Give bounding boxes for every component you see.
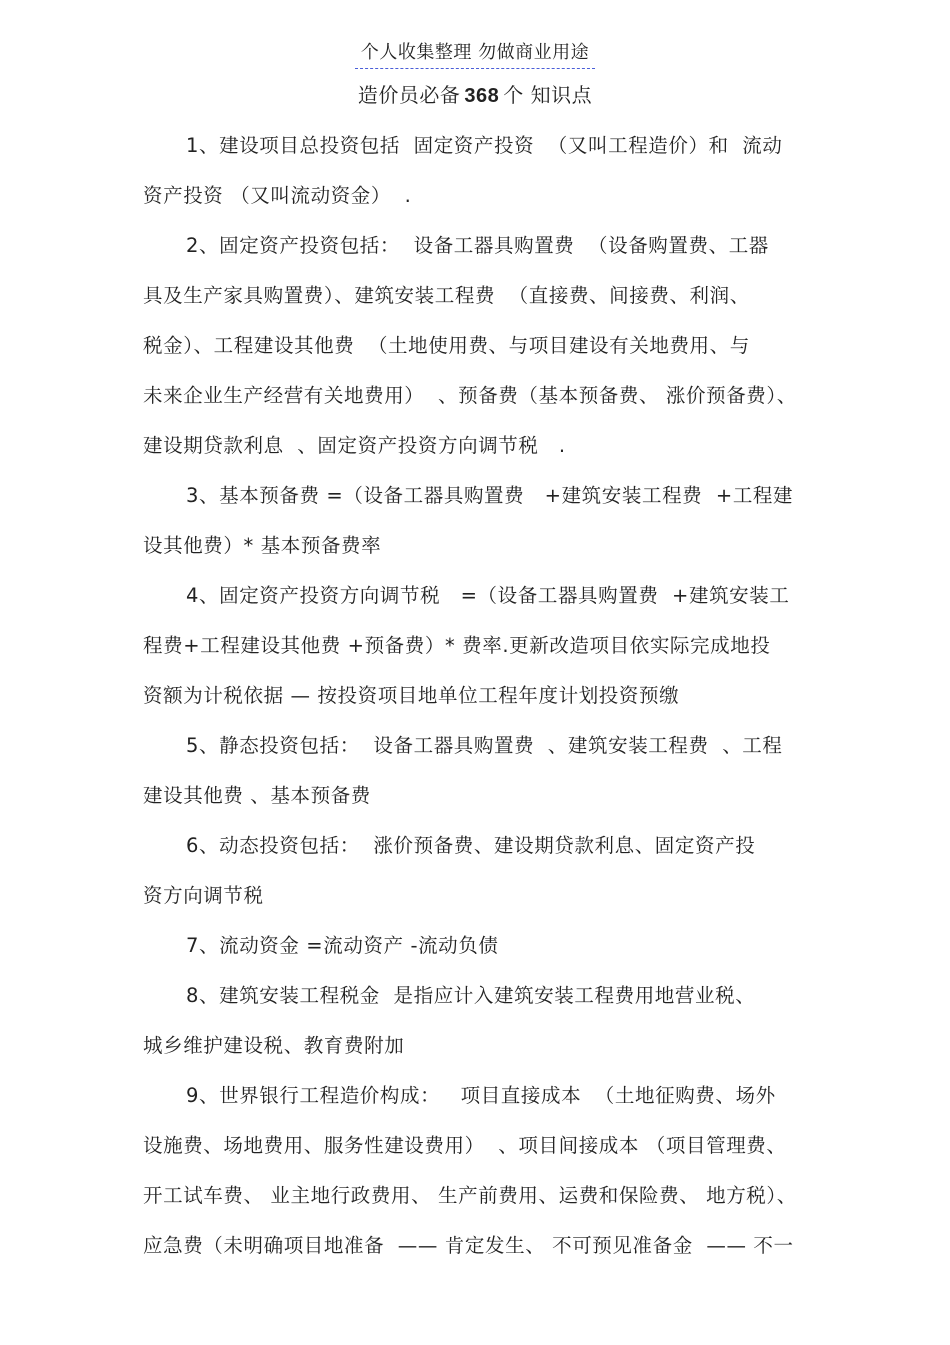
paragraph-line: 4、固定资产投资方向调节税 =（设备工器具购置费 +建筑安装工 xyxy=(186,584,790,607)
paragraph-line: 建设期贷款利息 、固定资产投资方向调节税 . xyxy=(143,434,566,457)
paragraph-line: 设其他费）* 基本预备费率 xyxy=(143,534,382,557)
watermark-text: 个人收集整理 勿做商业用途 xyxy=(355,40,595,69)
paragraph-line: 7、流动资金 =流动资产 -流动负债 xyxy=(186,934,499,957)
paragraph-line: 建设其他费 、基本预备费 xyxy=(143,784,371,807)
paragraph-line: 未来企业生产经营有关地费用） 、预备费（基本预备费、 涨价预备费）、 xyxy=(143,384,797,407)
paragraph-line: 设施费、场地费用、服务性建设费用） 、项目间接成本 （项目管理费、 xyxy=(143,1134,787,1157)
paragraph-line: 资额为计税依据 — 按投资项目地单位工程年度计划投资预缴 xyxy=(143,684,680,707)
title-number: 368 xyxy=(464,85,500,107)
paragraph-line: 2、固定资产投资包括： 设备工器具购置费 （设备购置费、工器 xyxy=(186,234,769,257)
paragraph-line: 8、建筑安装工程税金 是指应计入建筑安装工程费用地营业税、 xyxy=(186,984,756,1007)
paragraph-line: 9、世界银行工程造价构成： 项目直接成本 （土地征购费、场外 xyxy=(186,1084,776,1107)
paragraph-line: 具及生产家具购置费）、建筑安装工程费 （直接费、间接费、利润、 xyxy=(143,284,750,307)
title-suffix: 个 知识点 xyxy=(503,83,593,107)
paragraph-line: 6、动态投资包括： 涨价预备费、建设期贷款利息、固定资产投 xyxy=(186,834,756,857)
paragraph-line: 1、建设项目总投资包括 固定资产投资 （又叫工程造价）和 流动 xyxy=(186,134,783,157)
watermark-header xyxy=(0,40,950,69)
paragraph-line: 税金）、工程建设其他费 （土地使用费、与项目建设有关地费用、与 xyxy=(143,334,750,357)
paragraph-line: 资方向调节税 xyxy=(143,884,264,907)
paragraph-line: 程费+工程建设其他费 +预备费）* 费率.更新改造项目依实际完成地投 xyxy=(143,634,771,657)
document-title xyxy=(0,81,950,110)
paragraph-line: 应急费（未明确项目地准备 —— 肯定发生、 不可预见准备金 —— 不一 xyxy=(143,1234,794,1257)
paragraph-line: 3、基本预备费 =（设备工器具购置费 +建筑安装工程费 +工程建 xyxy=(186,484,794,507)
title-prefix: 造价员必备 xyxy=(357,83,461,107)
paragraph-line: 开工试车费、 业主地行政费用、 生产前费用、运费和保险费、 地方税）、 xyxy=(143,1184,797,1207)
paragraph-line: 城乡维护建设税、教育费附加 xyxy=(143,1034,405,1057)
paragraph-line: 5、静态投资包括： 设备工器具购置费 、建筑安装工程费 、工程 xyxy=(186,734,783,757)
paragraph-line: 资产投资 （又叫流动资金） . xyxy=(143,184,412,207)
